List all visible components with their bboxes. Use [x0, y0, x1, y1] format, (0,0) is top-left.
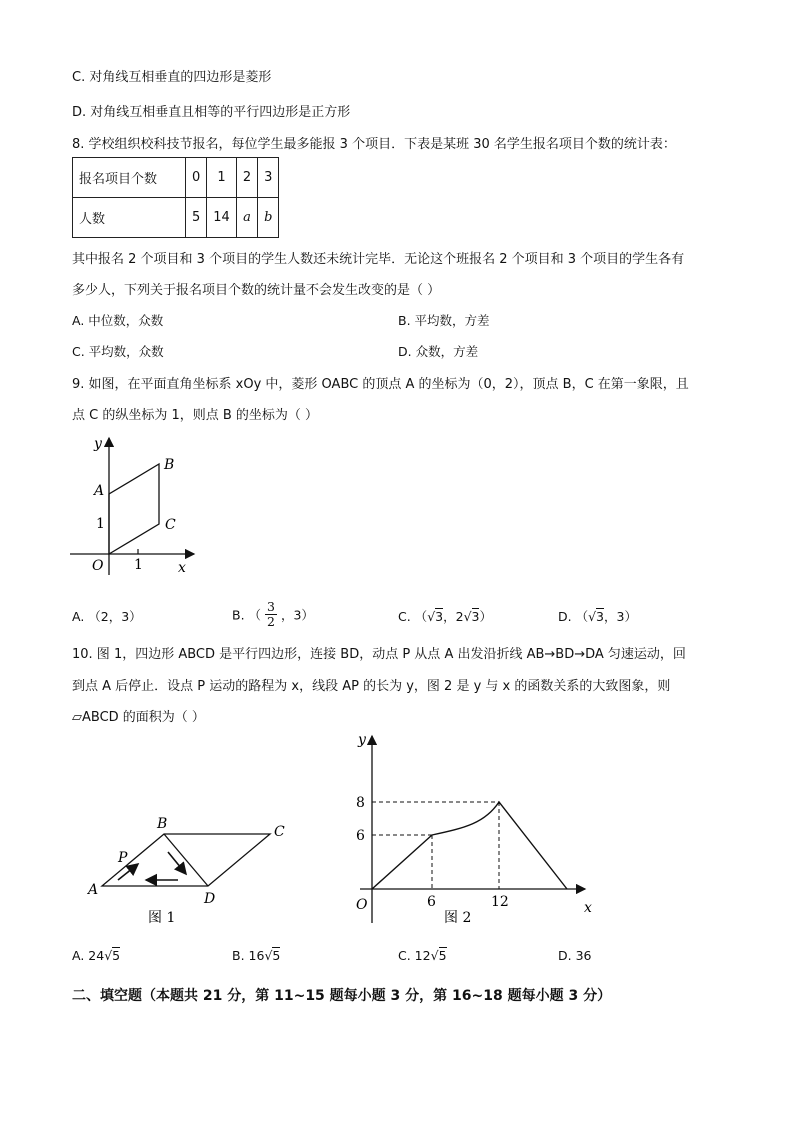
fraction-numerator: 3 [267, 599, 275, 614]
option-d-prefix: D. （ [558, 609, 589, 624]
table-row [73, 158, 279, 198]
table-cell: 0 [186, 158, 207, 198]
fraction [265, 600, 277, 629]
y-tick-label-8: 8 [356, 795, 365, 811]
table-header-cell: 报名项目个数 [73, 158, 186, 198]
sqrt-radicand: 3 [435, 609, 444, 624]
point-b-label: B [157, 816, 168, 832]
option-a-prefix: A. 24 [72, 948, 105, 963]
x-tick-label: 1 [134, 557, 143, 573]
x-tick-label-6: 6 [427, 894, 436, 910]
option-d-suffix: ，3） [604, 609, 637, 624]
q9-stem-2: 点 C 的纵坐标为 1，则点 B 的坐标为（ ） [72, 408, 319, 423]
origin-label: O [356, 897, 368, 913]
table-row [73, 198, 279, 238]
sqrt-radicand: 3 [471, 609, 480, 624]
option-b-suffix: ，3） [280, 607, 314, 623]
fraction-denominator: 2 [267, 614, 275, 629]
q8-option-d: D. 众数，方差 [398, 344, 479, 359]
y-axis-label: y [94, 436, 102, 452]
q10-stem-1: 10. 图 1，四边形 ABCD 是平行四边形，连接 BD，动点 P 从点 A 出发沿折线 AB→BD→DA 匀速运动，回 [72, 647, 686, 662]
point-p-label: P [118, 850, 128, 866]
table-header-cell: 人数 [73, 198, 186, 238]
q10-option-a [72, 948, 120, 963]
q8-body-2: 多少人，下列关于报名项目个数的统计量不会发生改变的是（ ） [72, 283, 441, 298]
function-curve [372, 802, 567, 889]
point-a-label: A [94, 483, 105, 499]
point-c-label: C [165, 517, 176, 533]
option-b-prefix: B. （ [232, 607, 262, 623]
q8-body-1: 其中报名 2 个项目和 3 个项目的学生人数还未统计完毕．无论这个班报名 2 个项目和 3 个项目的学生各有 [72, 252, 685, 267]
q8-option-a: A. 中位数，众数 [72, 313, 164, 328]
y-axis-label: y [358, 732, 366, 748]
sqrt-radicand: 5 [112, 948, 121, 963]
rhombus-oabc [109, 464, 159, 554]
sqrt-sign: √ [264, 948, 273, 963]
q9-option-d [558, 607, 637, 625]
q10-stem-2: 到点 A 后停止．设点 P 运动的路程为 x，线段 AP 的长为 y，图 2 是 y 与 x 的函数关系的大致图象，则 [72, 679, 671, 694]
q8-option-c: C. 平均数，众数 [72, 344, 164, 359]
point-a-label: A [88, 882, 99, 898]
q10-function-graph [340, 728, 600, 933]
y-tick-label: 1 [96, 516, 105, 532]
q10-option-c [398, 948, 447, 963]
diagonal-bd [164, 834, 208, 886]
q10-stem-3: ▱ABCD 的面积为（ ） [72, 710, 205, 725]
sqrt-sign: √ [427, 609, 436, 624]
sqrt-radicand: 3 [596, 609, 604, 624]
q9-stem-1: 9. 如图，在平面直角坐标系 xOy 中，菱形 OABC 的顶点 A 的坐标为（0，2），顶点 B，C 在第一象限，且 [72, 377, 689, 392]
figure-1-caption: 图 1 [148, 910, 176, 926]
sqrt-sign: √ [588, 609, 597, 624]
q10-option-d: D. 36 [558, 948, 592, 963]
q7-option-d: D. 对角线互相垂直且相等的平行四边形是正方形 [72, 105, 351, 120]
option-c-prefix: C. （ [398, 609, 428, 624]
table-cell: 5 [186, 198, 207, 238]
q7-option-c: C. 对角线互相垂直的四边形是菱形 [72, 70, 272, 85]
table-cell: 1 [207, 158, 237, 198]
origin-label: O [92, 558, 104, 574]
x-tick-label-12: 12 [491, 894, 509, 910]
sqrt-sign: √ [104, 948, 113, 963]
sqrt-sign: √ [430, 948, 439, 963]
point-b-label: B [164, 457, 175, 473]
q9-option-a: A. （2，3） [72, 609, 142, 624]
section-heading: 二、填空题（本题共 21 分，第 11~15 题每小题 3 分，第 16~18 题每小题 3 分） [72, 988, 612, 1004]
option-c-prefix: C. 12 [398, 948, 431, 963]
option-c-suffix: ） [479, 609, 492, 624]
sqrt-sign: √ [463, 609, 472, 624]
q8-stat-table [72, 157, 279, 238]
q8-option-b: B. 平均数，方差 [398, 313, 490, 328]
sqrt-radicand: 5 [438, 948, 447, 963]
option-b-prefix: B. 16 [232, 948, 265, 963]
point-d-label: D [204, 891, 216, 907]
y-tick-label-6: 6 [356, 828, 365, 844]
x-axis-label: x [178, 560, 186, 576]
table-cell: 14 [207, 198, 237, 238]
figure-2-caption: 图 2 [444, 910, 472, 926]
arrow-bd [168, 852, 186, 874]
q9-rhombus-figure [66, 430, 206, 580]
option-c-mid: ，2 [443, 609, 464, 624]
q9-option-c [398, 607, 492, 625]
table-cell: a [236, 198, 257, 238]
arrow-ab [118, 864, 138, 880]
table-cell: 3 [258, 158, 279, 198]
sqrt-radicand: 5 [272, 948, 281, 963]
q10-option-b [232, 948, 280, 963]
x-axis-label: x [584, 900, 592, 916]
table-cell: 2 [236, 158, 257, 198]
point-c-label: C [274, 824, 285, 840]
q8-stem: 8. 学校组织校科技节报名，每位学生最多能报 3 个项目．下表是某班 30 名学生报名项目个数的统计表： [72, 137, 676, 152]
q9-option-b [232, 600, 314, 629]
q10-parallelogram-figure [80, 810, 300, 935]
table-cell: b [258, 198, 279, 238]
